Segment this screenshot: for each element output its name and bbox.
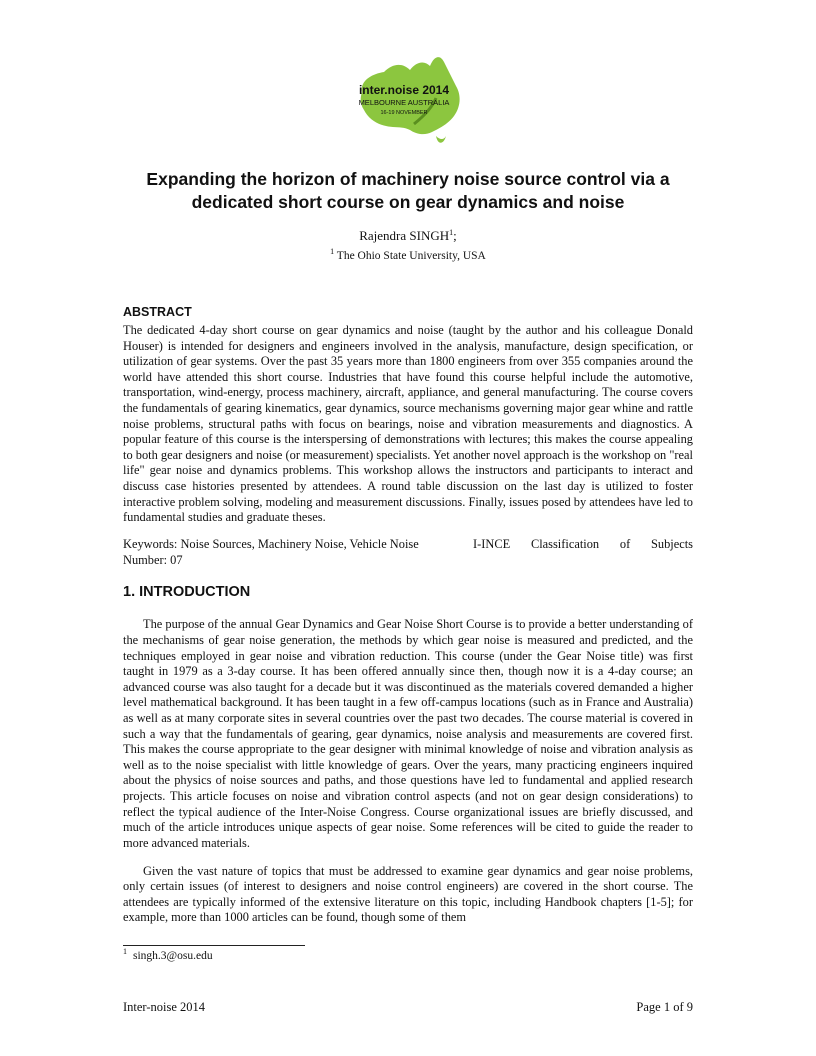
- introduction-body: [123, 605, 693, 938]
- abstract-text: The dedicated 4-day short course on gear dynamics and noise (taught by the author and his colleague Donald Houser) is intended for designers and engineers involved in the analysis, manufacture, design specification, or utilization of gear systems. Over the past 35 years more than 1800 engineers from over 355 companies around the world have attended this short course. Industries that have found this course helpful include the automotive, transportation, wind-energy, process machinery, aircraft, appliance, and general manufacturing. The course covers the fundamentals of gearing kinematics, gear dynamics, source mechanisms governing major gear whine and rattle noise problems, structural paths with focus on bearings, noise and vibration measurements and diagnostics. A popular feature of this course is the interspersing of demonstrations with lectures; this makes the course appealing to both gear designers and noise (or measurement) specialists. Yet another novel approach is the workshop on "real life" gear noise and dynamics problems. This workshop allows the instructors and participants to interact and discuss case histories presented by attendees. A round table discussion on the last day is utilized to foster interactive problem solving, modeling and measurement discussions. Finally, issues posed by attendees have led to fundamental studies and graduate theses.: [123, 323, 693, 525]
- classification-word: of: [619, 537, 631, 551]
- logo-location: MELBOURNE AUSTRALIA: [358, 98, 450, 107]
- classification-number: Number: 07: [123, 552, 183, 567]
- author-footnote-marker: 1: [449, 228, 454, 237]
- conference-logo: [340, 52, 468, 152]
- introduction-heading: 1. INTRODUCTION: [123, 584, 251, 600]
- footnote: [123, 947, 213, 962]
- footer-conference: Inter-noise 2014: [123, 1000, 206, 1014]
- paragraph: The purpose of the annual Gear Dynamics and Gear Noise Short Course is to provide a better understanding of the mechanisms of gear noise generation, the methods by which gear noise is measured and predicted, and the techniques employed in gear noise and vibration reduction. This course (under the Gear Noise title) was first taught in 1979 as a 3-day course. It has been offered annually since then, though now it is a 4-day course; an advanced course was also taught for a decade but it was discontinued as the materials covered demanded a higher level mathematical background. It has been taught in a few off-campus locations (such as in France and Australia) as well as at many corporate sites in several countries over the past two decades. The course material is covered in such a way that the fundamentals of gearing, gear dynamics, noise analysis and measurements are covered first. This makes the course appropriate to the gear designer with minimal knowledge of noise and vibration analysis as well as to the noise specialist with little knowledge of gears. Over the years, many practicing engineers inquired about the physics of noise sources and paths, and those questions have led to fundamental and applied research projects. This article focuses on noise and vibration control aspects (and not on gear design considerations) to reflect the typical audience of the Inter-Noise Congress. Course organizational issues are briefly discussed, and much of the article introduces unique aspects of gear noise. Some references will be cited to guide the reader to more advanced materials.: [123, 617, 693, 850]
- abstract-heading: ABSTRACT: [123, 305, 192, 319]
- classification-label: [473, 537, 693, 553]
- affiliation-text: The Ohio State University, USA: [336, 250, 486, 262]
- author-name: Rajendra SINGH: [359, 228, 450, 243]
- author-separator: ;: [453, 228, 457, 243]
- paragraph: Given the vast nature of topics that must be addressed to examine gear dynamics and gear noise problems, only certain issues (of interest to designers and noise control engineers) are covered in the short course. The attendees are typically informed of the extensive literature on this topic, including Handbook chapters [1-5]; for example, more than 1000 articles can be found, though some of them: [123, 863, 693, 925]
- author-line: [0, 228, 816, 244]
- classification-word: Classification: [530, 537, 600, 551]
- australia-map-logo: [340, 52, 468, 152]
- classification-word: I-INCE: [473, 537, 511, 551]
- footnote-email: singh.3@osu.edu: [133, 950, 213, 962]
- footnote-marker: 1: [123, 947, 127, 956]
- paper-title: Expanding the horizon of machinery noise source control via a dedicated short course on gear dynamics and noise: [146, 169, 670, 212]
- affiliation-line: [0, 247, 816, 262]
- affiliation-marker: 1: [330, 247, 335, 256]
- logo-dates: 16-19 NOVEMBER: [380, 110, 428, 116]
- footnote-divider: [123, 945, 305, 946]
- footer-page-number: Page 1 of 9: [636, 1000, 693, 1014]
- keywords-text: Keywords: Noise Sources, Machinery Noise, Vehicle Noise: [123, 537, 419, 551]
- logo-brand-name: inter.noise 2014: [358, 83, 450, 97]
- classification-word: Subjects: [650, 537, 693, 551]
- keywords-block: [123, 537, 693, 568]
